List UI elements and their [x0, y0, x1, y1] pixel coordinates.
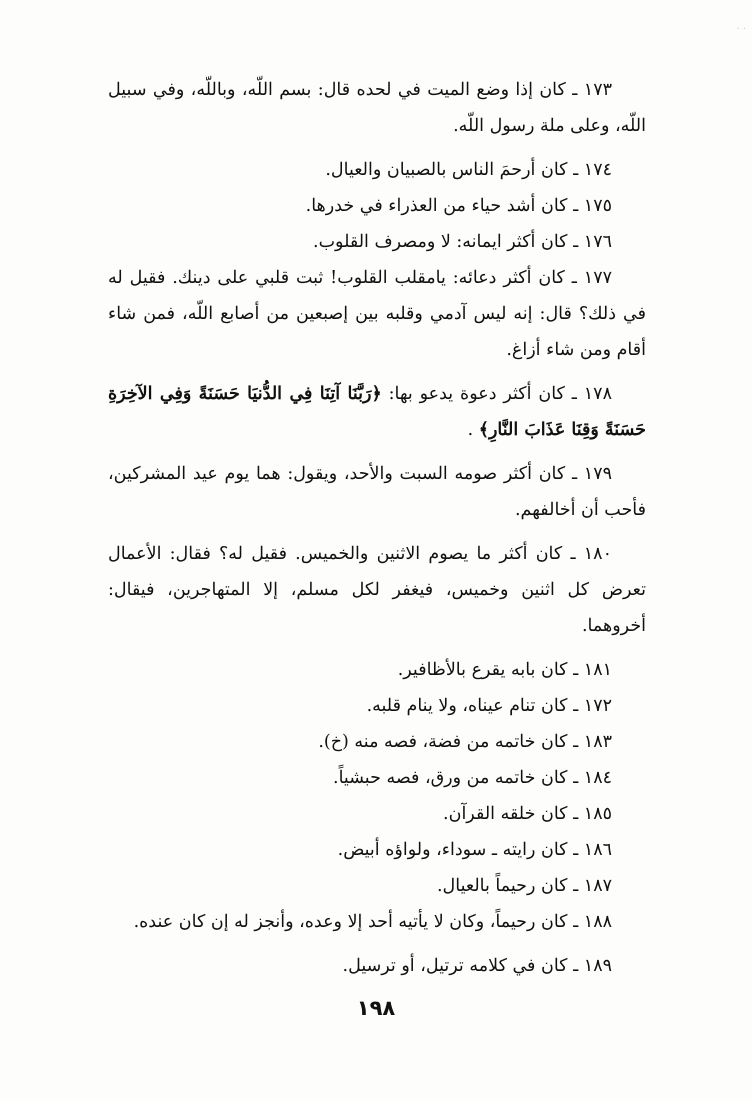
separator: ـ — [571, 384, 577, 404]
hadith-item-180 — [108, 536, 646, 644]
separator: ـ — [573, 160, 579, 180]
hadith-item-179 — [108, 456, 646, 528]
hadith-text-end: . — [467, 420, 474, 440]
hadith-item-176 — [108, 224, 646, 260]
hadith-item-177 — [108, 260, 646, 368]
hadith-text: كان خاتمه من ورق، فصه حبشياً. — [333, 768, 568, 788]
separator: ـ — [573, 840, 579, 860]
hadith-text: كان رايته ـ سوداء، ولواؤه أبيض. — [337, 840, 568, 860]
quran-verse: ﴿رَبَّنَا آتِنَا فِي الدُّنيَا حَسَنَةً وَفِي الآخِرَةِ حَسَنَةً وَقِنَا عَذَابَ النَّارِ﴾ — [108, 384, 646, 440]
separator: ـ — [573, 956, 579, 976]
separator: ـ — [573, 660, 579, 680]
separator: ـ — [572, 80, 578, 100]
separator: ـ — [573, 876, 579, 896]
hadith-item-178 — [108, 376, 646, 448]
hadith-text: كان أكثر دعوة يدعو بها: — [388, 384, 565, 404]
hadith-text: كان أكثر دعائه: يامقلب القلوب! ثبت قلبي على دينك. فقيل له في ذلك؟ قال: إنه ليس آدمي وقلبه بين إصبعين من أصابع اللّه، فمن شاء أقام ومن شاء أزاغ. — [108, 268, 646, 360]
hadith-item-182 — [108, 688, 646, 724]
hadith-number: ١٨٧ — [583, 876, 612, 896]
hadith-item-189 — [108, 948, 646, 984]
hadith-number: ١٧٧ — [583, 268, 612, 288]
hadith-item-186 — [108, 832, 646, 868]
hadith-number: ١٨٤ — [583, 768, 612, 788]
hadith-text: كان بابه يقرع بالأظافير. — [397, 660, 568, 680]
hadith-item-185 — [108, 796, 646, 832]
hadith-number: ١٨٥ — [583, 804, 612, 824]
hadith-number: ١٧٢ — [583, 696, 612, 716]
hadith-text: كان أكثر صومه السبت والأحد، ويقول: هما يوم عيد المشركين، فأحب أن أخالفهم. — [108, 464, 646, 520]
hadith-text: كان خاتمه من فضة، فصه منه (خ). — [318, 732, 568, 752]
hadith-item-188 — [108, 904, 646, 940]
hadith-item-174 — [108, 152, 646, 188]
separator: ـ — [573, 196, 579, 216]
hadith-item-173 — [108, 72, 646, 144]
hadith-item-187 — [108, 868, 646, 904]
hadith-item-181 — [108, 652, 646, 688]
hadith-number: ١٨٦ — [583, 840, 612, 860]
hadith-list — [108, 72, 646, 984]
corner-mark: · · — [736, 24, 746, 35]
hadith-number: ١٨١ — [583, 660, 612, 680]
hadith-number: ١٨٨ — [583, 912, 612, 932]
separator: ـ — [573, 696, 579, 716]
hadith-number: ١٧٤ — [583, 160, 612, 180]
page-number: ١٩٨ — [356, 996, 396, 1020]
separator: ـ — [570, 544, 576, 564]
hadith-text: كان إذا وضع الميت في لحده قال: بسم اللّه، وباللّه، وفي سبيل اللّه، وعلى ملة رسول اللّه. — [108, 80, 646, 136]
hadith-item-175 — [108, 188, 646, 224]
hadith-text: كان خلقه القرآن. — [443, 804, 568, 824]
hadith-number: ١٨٣ — [583, 732, 612, 752]
hadith-number: ١٨٩ — [583, 956, 612, 976]
separator: ـ — [573, 768, 579, 788]
hadith-number: ١٧٣ — [583, 80, 612, 100]
hadith-text: كان رحيماً، وكان لا يأتيه أحد إلا وعده، وأنجز له إن كان عنده. — [133, 912, 568, 932]
hadith-number: ١٧٦ — [583, 232, 612, 252]
separator: ـ — [573, 804, 579, 824]
separator: ـ — [573, 732, 579, 752]
hadith-text: كان أكثر ايمانه: لا ومصرف القلوب. — [313, 232, 568, 252]
hadith-number: ١٧٥ — [583, 196, 612, 216]
separator: ـ — [571, 268, 577, 288]
hadith-text: كان أشد حياء من العذراء في خدرها. — [305, 196, 568, 216]
separator: ـ — [573, 912, 579, 932]
hadith-text: كان أكثر ما يصوم الاثنين والخميس. فقيل له؟ فقال: الأعمال تعرض كل اثنين وخميس، فيغفر لكل مسلم، إلا المتهاجرين، فيقال: أخروهما. — [108, 544, 646, 636]
hadith-text: كان تنام عيناه، ولا ينام قلبه. — [366, 696, 568, 716]
hadith-number: ١٨٠ — [583, 544, 612, 564]
hadith-number: ١٧٨ — [583, 384, 612, 404]
hadith-text: كان أرحمَ الناس بالصبيان والعيال. — [325, 160, 568, 180]
hadith-number: ١٧٩ — [583, 464, 612, 484]
hadith-text: كان رحيماً بالعيال. — [436, 876, 568, 896]
separator: ـ — [573, 232, 579, 252]
separator: ـ — [571, 464, 578, 484]
hadith-text: كان في كلامه ترتيل، أو ترسيل. — [342, 956, 568, 976]
hadith-item-183 — [108, 724, 646, 760]
hadith-item-184 — [108, 760, 646, 796]
